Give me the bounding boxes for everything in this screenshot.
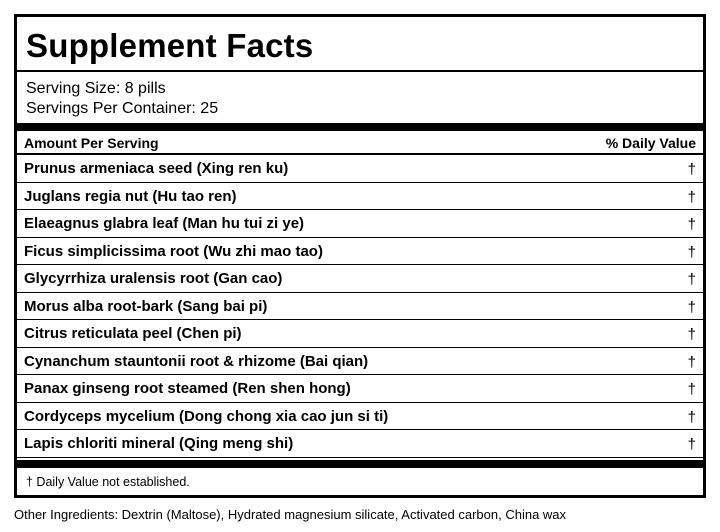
ingredient-daily-value: † (687, 216, 696, 233)
ingredient-name: Elaeagnus glabra leaf (Man hu tui zi ye) (24, 215, 305, 232)
title-divider (17, 70, 703, 72)
ingredient-daily-value: † (687, 243, 696, 261)
daily-value-header: % Daily Value (605, 135, 696, 151)
ingredient-row (17, 155, 703, 183)
ingredient-row (17, 430, 703, 458)
serving-size: Serving Size: 8 pills (26, 80, 166, 97)
ingredient-row (17, 210, 703, 238)
ingredient-daily-value: † (687, 161, 696, 178)
panel-title: Supplement Facts (26, 27, 314, 64)
servings-per-container: Servings Per Container: 25 (26, 100, 219, 117)
thick-divider-top (17, 123, 703, 131)
ingredient-row (17, 265, 703, 293)
ingredient-row (17, 183, 703, 211)
footnote: † Daily Value not established. (26, 475, 190, 489)
column-header-row (17, 132, 703, 154)
ingredient-row (17, 293, 703, 321)
ingredient-daily-value: † (687, 298, 696, 316)
amount-per-serving-header: Amount Per Serving (24, 135, 159, 151)
thick-divider-bottom (17, 460, 703, 468)
ingredient-name: Glycyrrhiza uralensis root (Gan cao) (24, 270, 283, 287)
ingredient-name: Ficus simplicissima root (Wu zhi mao tao) (24, 242, 323, 260)
ingredient-name: Lapis chloriti mineral (Qing meng shi) (24, 435, 294, 452)
ingredient-daily-value: † (687, 188, 696, 206)
ingredient-row (17, 348, 703, 376)
ingredient-daily-value: † (687, 436, 696, 453)
ingredient-daily-value: † (687, 353, 696, 371)
ingredient-daily-value: † (687, 381, 696, 398)
ingredient-daily-value: † (687, 408, 696, 426)
ingredient-name: Juglans regia nut (Hu tao ren) (24, 187, 237, 205)
ingredient-name: Cordyceps mycelium (Dong chong xia cao jun si ti) (24, 407, 389, 425)
ingredient-daily-value: † (687, 326, 696, 343)
ingredient-name: Morus alba root-bark (Sang bai pi) (24, 297, 268, 315)
ingredient-row (17, 375, 703, 403)
ingredient-name: Prunus armeniaca seed (Xing ren ku) (24, 160, 289, 177)
ingredient-name: Citrus reticulata peel (Chen pi) (24, 325, 242, 342)
ingredient-name: Cynanchum stauntonii root & rhizome (Bai qian) (24, 352, 369, 370)
supplement-facts-panel (14, 14, 706, 498)
ingredient-row (17, 403, 703, 431)
ingredient-row (17, 320, 703, 348)
ingredient-daily-value: † (687, 271, 696, 288)
ingredient-list (17, 155, 703, 458)
ingredient-row (17, 238, 703, 266)
other-ingredients: Other Ingredients: Dextrin (Maltose), Hydrated magnesium silicate, Activated carbon, China wax (14, 507, 567, 522)
ingredient-name: Panax ginseng root steamed (Ren shen hong) (24, 380, 351, 397)
